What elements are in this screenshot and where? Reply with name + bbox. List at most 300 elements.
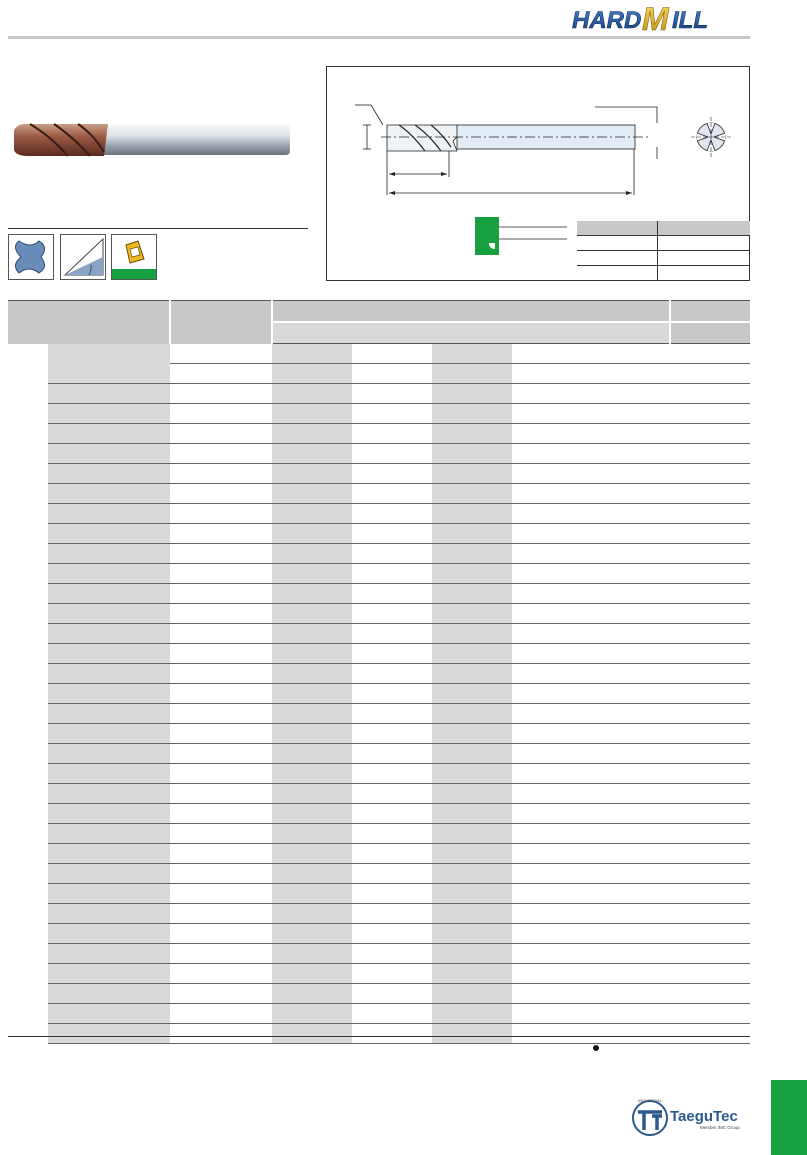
table-cell <box>170 964 272 984</box>
table-row <box>8 1004 750 1024</box>
table-cell <box>592 784 670 804</box>
table-cell <box>512 984 592 1004</box>
table-cell <box>352 884 432 904</box>
table-cell <box>352 624 432 644</box>
table-cell <box>272 764 352 784</box>
table-cell <box>170 444 272 464</box>
table-cell <box>352 464 432 484</box>
logo-arc-text: INDUSTRIAL <box>638 1098 662 1103</box>
table-row <box>8 424 750 444</box>
header-flutes <box>670 301 750 323</box>
table-cell <box>670 364 750 384</box>
table-cell <box>8 784 48 804</box>
table-cell <box>48 664 170 684</box>
table-cell <box>170 584 272 604</box>
table-cell <box>512 524 592 544</box>
table-cell <box>272 444 352 464</box>
table-cell <box>170 864 272 884</box>
table-cell <box>272 924 352 944</box>
table-cell <box>8 944 48 964</box>
table-cell <box>592 764 670 784</box>
table-cell <box>592 924 670 944</box>
table-cell <box>512 344 592 364</box>
table-cell <box>8 744 48 764</box>
table-cell <box>592 524 670 544</box>
table-cell <box>512 904 592 924</box>
table-cell <box>512 784 592 804</box>
table-cell <box>670 744 750 764</box>
table-cell <box>592 864 670 884</box>
table-row <box>8 864 750 884</box>
table-cell <box>512 744 592 764</box>
endmill-product-photo <box>8 110 298 160</box>
table-row <box>8 884 750 904</box>
table-cell <box>48 584 170 604</box>
table-cell <box>170 364 272 384</box>
table-row <box>8 784 750 804</box>
table-cell <box>352 564 432 584</box>
table-row <box>8 404 750 424</box>
table-cell <box>512 764 592 784</box>
table-cell <box>670 884 750 904</box>
table-cell <box>272 364 352 384</box>
table-cell <box>352 404 432 424</box>
table-cell <box>170 724 272 744</box>
table-cell <box>170 484 272 504</box>
table-row <box>8 544 750 564</box>
table-cell <box>8 924 48 944</box>
table-cell <box>272 644 352 664</box>
table-cell <box>432 744 512 764</box>
table-cell <box>170 1024 272 1044</box>
table-cell <box>272 504 352 524</box>
table-cell <box>432 824 512 844</box>
table-cell <box>48 484 170 504</box>
table-cell <box>512 724 592 744</box>
table-cell <box>8 584 48 604</box>
table-cell <box>512 364 592 384</box>
table-cell <box>670 844 750 864</box>
header-designation <box>8 301 170 344</box>
table-cell <box>48 744 170 764</box>
table-cell <box>8 1024 48 1044</box>
table-cell <box>8 464 48 484</box>
table-cell <box>352 604 432 624</box>
table-cell <box>48 404 170 424</box>
table-cell <box>8 644 48 664</box>
table-cell <box>352 444 432 464</box>
table-cell <box>512 404 592 424</box>
table-cell <box>512 584 592 604</box>
svg-text:ILL: ILL <box>672 7 708 34</box>
table-cell <box>48 764 170 784</box>
table-cell <box>170 984 272 1004</box>
table-cell <box>670 784 750 804</box>
table-cell <box>432 564 512 584</box>
table-cell <box>670 944 750 964</box>
table-cell <box>8 844 48 864</box>
table-cell <box>512 564 592 584</box>
table-cell <box>670 684 750 704</box>
table-cell <box>8 884 48 904</box>
table-row <box>8 484 750 504</box>
table-cell <box>170 944 272 964</box>
hardmill-logo <box>570 2 750 34</box>
table-cell <box>352 664 432 684</box>
table-cell <box>48 884 170 904</box>
table-cell <box>170 764 272 784</box>
table-cell <box>272 704 352 724</box>
table-cell <box>512 504 592 524</box>
table-cell <box>670 724 750 744</box>
table-cell <box>8 1004 48 1024</box>
table-cell <box>432 724 512 744</box>
table-cell <box>592 664 670 684</box>
table-cell <box>352 1004 432 1024</box>
table-cell <box>48 924 170 944</box>
table-cell <box>272 684 352 704</box>
table-cell <box>8 824 48 844</box>
table-cell <box>170 524 272 544</box>
table-cell <box>512 484 592 504</box>
table-cell <box>670 1024 750 1044</box>
table-row <box>8 464 750 484</box>
table-cell <box>512 604 592 624</box>
table-cell <box>48 984 170 1004</box>
table-cell <box>592 344 670 364</box>
table-cell <box>272 484 352 504</box>
table-cell <box>432 884 512 904</box>
table-row <box>8 904 750 924</box>
header-divider <box>8 36 750 39</box>
header-dimensions <box>272 301 670 323</box>
table-cell <box>592 504 670 524</box>
table-row <box>8 504 750 524</box>
table-row <box>8 944 750 964</box>
table-cell <box>170 884 272 904</box>
table-cell <box>592 684 670 704</box>
table-row <box>8 744 750 764</box>
table-cell <box>432 364 512 384</box>
table-cell <box>592 724 670 744</box>
table-row <box>8 704 750 724</box>
table-cell <box>170 1004 272 1024</box>
table-cell <box>170 404 272 424</box>
taegutec-logo <box>630 1098 755 1138</box>
table-cell <box>432 444 512 464</box>
table-cell <box>352 904 432 924</box>
table-cell <box>432 784 512 804</box>
table-cell <box>432 484 512 504</box>
table-cell <box>670 464 750 484</box>
table-cell <box>432 424 512 444</box>
table-cell <box>8 364 48 384</box>
table-cell <box>670 524 750 544</box>
table-cell <box>272 524 352 544</box>
table-row <box>8 984 750 1004</box>
table-cell <box>592 364 670 384</box>
table-cell <box>670 424 750 444</box>
table-row <box>8 964 750 984</box>
table-row <box>8 604 750 624</box>
table-cell <box>670 824 750 844</box>
table-cell <box>592 604 670 624</box>
table-cell <box>170 624 272 644</box>
helix-angle-icon <box>60 234 106 280</box>
table-cell <box>8 624 48 644</box>
specification-table <box>8 300 750 1044</box>
table-cell <box>352 724 432 744</box>
header-grade <box>170 301 272 344</box>
table-cell <box>592 984 670 1004</box>
table-cell <box>432 404 512 424</box>
table-cell <box>432 1024 512 1044</box>
svg-text:M: M <box>642 2 669 34</box>
table-bottom-rule <box>8 1036 750 1037</box>
table-cell <box>48 804 170 824</box>
table-cell <box>352 804 432 824</box>
table-cell <box>272 744 352 764</box>
table-row <box>8 724 750 744</box>
table-row <box>8 524 750 544</box>
table-cell <box>352 484 432 504</box>
table-cell <box>670 584 750 604</box>
table-cell <box>432 384 512 404</box>
table-cell <box>432 524 512 544</box>
table-cell <box>8 524 48 544</box>
table-cell <box>592 804 670 824</box>
table-cell <box>352 704 432 724</box>
table-cell <box>432 664 512 684</box>
table-cell <box>48 344 170 364</box>
icons-divider <box>8 228 308 229</box>
table-cell <box>8 704 48 724</box>
table-cell <box>48 504 170 524</box>
table-cell <box>352 344 432 364</box>
table-cell <box>48 684 170 704</box>
table-cell <box>170 804 272 824</box>
table-cell <box>592 704 670 724</box>
table-cell <box>592 464 670 484</box>
table-cell <box>512 544 592 564</box>
table-cell <box>592 744 670 764</box>
table-cell <box>170 564 272 584</box>
table-cell <box>432 864 512 884</box>
table-cell <box>8 904 48 924</box>
logo-name: TaeguTec <box>670 1108 738 1125</box>
table-cell <box>432 1004 512 1024</box>
table-cell <box>8 664 48 684</box>
table-cell <box>670 384 750 404</box>
table-cell <box>170 344 272 364</box>
table-row <box>8 844 750 864</box>
table-cell <box>432 844 512 864</box>
table-cell <box>592 1024 670 1044</box>
table-row <box>8 664 750 684</box>
table-cell <box>48 864 170 884</box>
table-cell <box>352 504 432 524</box>
table-cell <box>670 984 750 1004</box>
table-cell <box>352 1024 432 1044</box>
table-cell <box>352 744 432 764</box>
table-cell <box>170 924 272 944</box>
footnote-bullet <box>593 1045 599 1051</box>
table-cell <box>170 544 272 564</box>
table-cell <box>670 804 750 824</box>
table-cell <box>272 964 352 984</box>
table-cell <box>432 624 512 644</box>
table-cell <box>512 1004 592 1024</box>
table-cell <box>48 724 170 744</box>
table-cell <box>8 384 48 404</box>
table-row <box>8 584 750 604</box>
table-cell <box>272 1004 352 1024</box>
table-cell <box>432 764 512 784</box>
table-row <box>8 364 750 384</box>
table-cell <box>352 544 432 564</box>
table-cell <box>512 644 592 664</box>
table-cell <box>170 604 272 624</box>
section-tab <box>771 1080 807 1155</box>
table-cell <box>592 1004 670 1024</box>
table-cell <box>432 904 512 924</box>
table-cell <box>670 664 750 684</box>
table-cell <box>352 684 432 704</box>
table-cell <box>272 1024 352 1044</box>
table-cell <box>670 404 750 424</box>
header-dimensions-sub <box>272 322 670 344</box>
table-cell <box>170 644 272 664</box>
table-cell <box>512 444 592 464</box>
table-cell <box>352 984 432 1004</box>
table-cell <box>512 824 592 844</box>
table-cell <box>272 604 352 624</box>
table-cell <box>432 464 512 484</box>
table-cell <box>170 464 272 484</box>
table-cell <box>8 344 48 364</box>
table-cell <box>272 804 352 824</box>
table-cell <box>670 604 750 624</box>
table-cell <box>8 544 48 564</box>
table-cell <box>272 824 352 844</box>
table-cell <box>432 984 512 1004</box>
table-cell <box>352 964 432 984</box>
table-cell <box>512 624 592 644</box>
table-cell <box>352 944 432 964</box>
table-cell <box>170 904 272 924</box>
table-row <box>8 1024 750 1044</box>
table-cell <box>8 484 48 504</box>
table-cell <box>48 1004 170 1024</box>
table-cell <box>272 844 352 864</box>
table-row <box>8 824 750 844</box>
table-cell <box>352 364 432 384</box>
table-cell <box>352 384 432 404</box>
table-cell <box>8 864 48 884</box>
table-cell <box>272 464 352 484</box>
table-cell <box>8 444 48 464</box>
table-cell <box>670 564 750 584</box>
table-cell <box>170 504 272 524</box>
table-row <box>8 444 750 464</box>
header-flutes-sub <box>670 322 750 344</box>
table-cell <box>272 544 352 564</box>
table-cell <box>592 444 670 464</box>
table-cell <box>670 924 750 944</box>
table-cell <box>432 544 512 564</box>
table-cell <box>170 744 272 764</box>
table-cell <box>592 904 670 924</box>
table-cell <box>48 444 170 464</box>
table-cell <box>8 804 48 824</box>
table-cell <box>48 544 170 564</box>
table-cell <box>48 844 170 864</box>
table-cell <box>8 764 48 784</box>
table-cell <box>48 644 170 664</box>
table-cell <box>352 584 432 604</box>
table-cell <box>272 584 352 604</box>
table-cell <box>512 1024 592 1044</box>
table-cell <box>352 844 432 864</box>
table-cell <box>272 344 352 364</box>
table-cell <box>670 704 750 724</box>
table-cell <box>432 924 512 944</box>
table-cell <box>670 624 750 644</box>
table-cell <box>48 624 170 644</box>
table-cell <box>48 384 170 404</box>
table-cell <box>670 964 750 984</box>
table-cell <box>670 504 750 524</box>
table-cell <box>592 484 670 504</box>
table-row <box>8 764 750 784</box>
table-cell <box>170 784 272 804</box>
table-cell <box>272 984 352 1004</box>
table-cell <box>272 624 352 644</box>
table-cell <box>8 564 48 584</box>
table-cell <box>432 964 512 984</box>
table-cell <box>592 584 670 604</box>
table-cell <box>352 524 432 544</box>
table-cell <box>512 864 592 884</box>
table-cell <box>592 944 670 964</box>
table-cell <box>592 964 670 984</box>
table-cell <box>170 424 272 444</box>
table-cell <box>352 864 432 884</box>
table-cell <box>432 684 512 704</box>
table-cell <box>48 364 170 384</box>
table-cell <box>512 464 592 484</box>
table-cell <box>670 544 750 564</box>
table-cell <box>432 584 512 604</box>
table-cell <box>272 904 352 924</box>
table-cell <box>8 404 48 424</box>
table-cell <box>272 424 352 444</box>
table-cell <box>272 384 352 404</box>
table-cell <box>592 564 670 584</box>
table-cell <box>352 424 432 444</box>
table-cell <box>170 844 272 864</box>
table-cell <box>48 524 170 544</box>
table-cell <box>48 904 170 924</box>
table-cell <box>432 704 512 724</box>
table-row <box>8 344 750 364</box>
table-cell <box>592 404 670 424</box>
table-cell <box>432 944 512 964</box>
table-cell <box>272 724 352 744</box>
tolerance-table <box>577 221 750 281</box>
table-cell <box>48 564 170 584</box>
table-cell <box>8 964 48 984</box>
